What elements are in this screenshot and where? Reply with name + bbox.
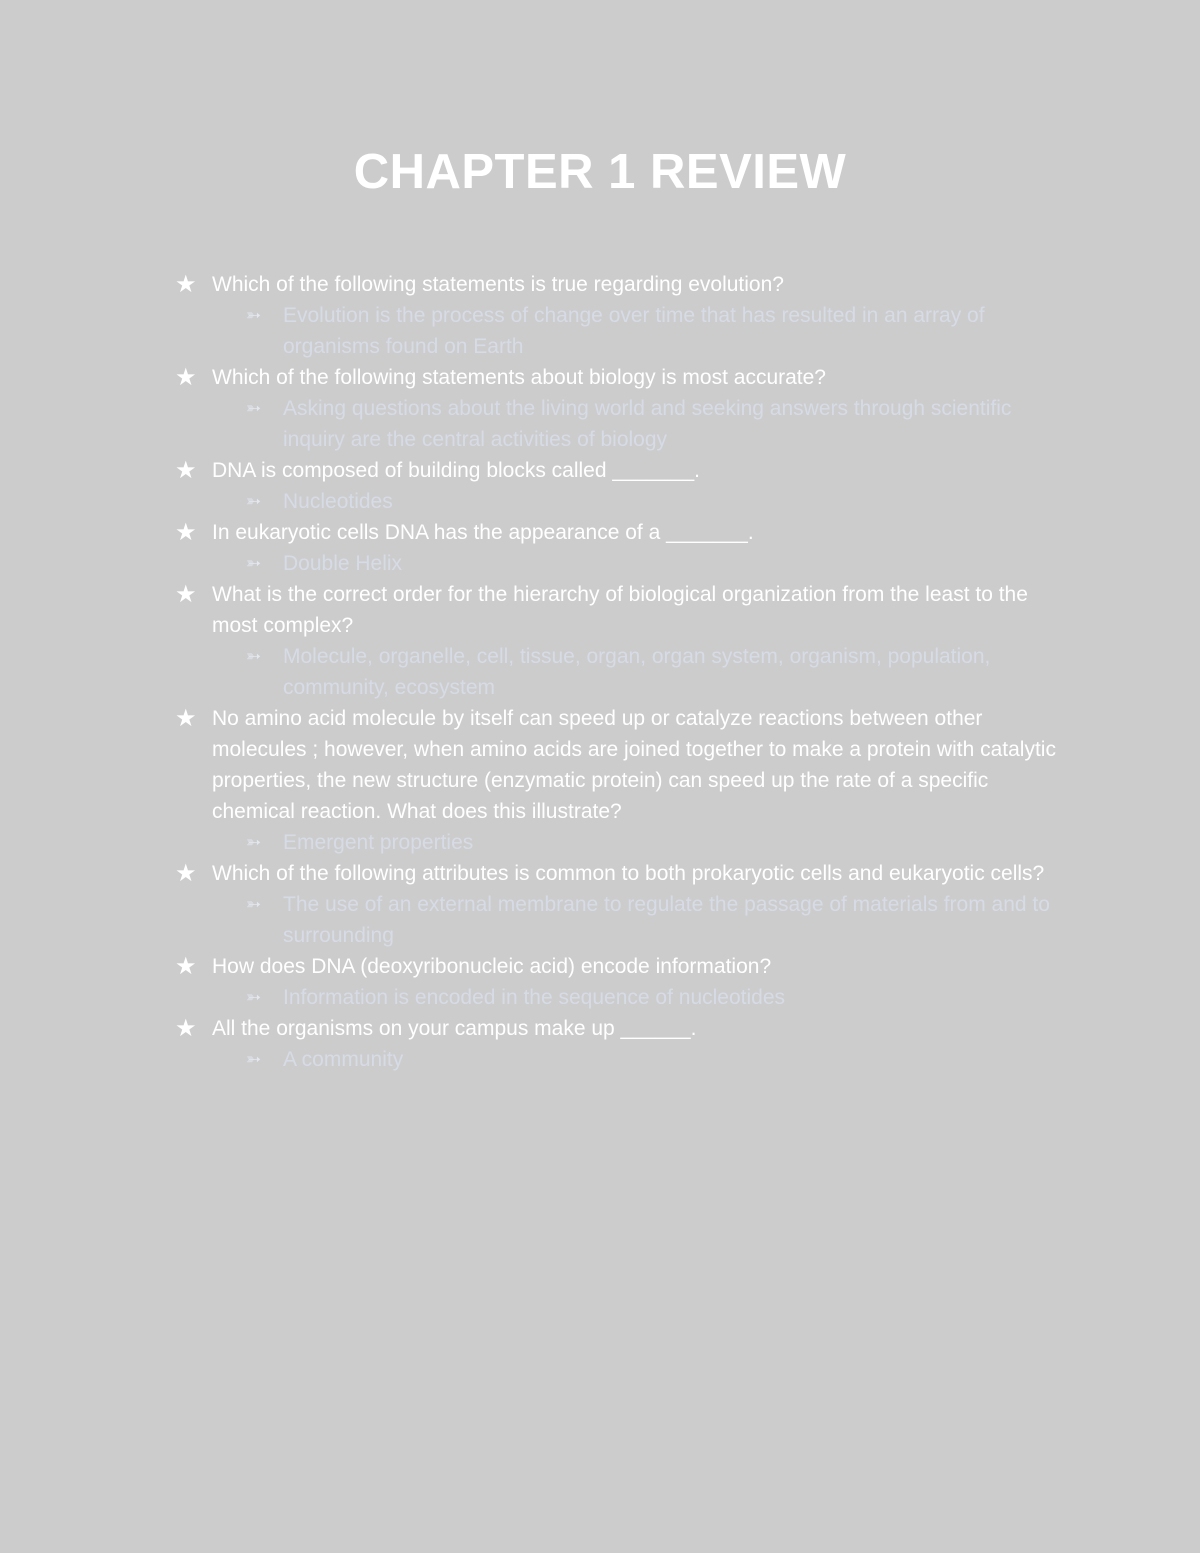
star-icon: ★ [175, 860, 197, 887]
answer-text: Molecule, organelle, cell, tissue, organ, organ system, organism, population, community, ecosystem [283, 645, 991, 699]
answer-row [0, 982, 1063, 1013]
list-item [0, 703, 1200, 858]
question-row [0, 517, 1062, 548]
star-icon: ★ [175, 519, 197, 546]
question-text: All the organisms on your campus make up ______. [212, 1017, 697, 1040]
answer-text: Emergent properties [283, 831, 474, 854]
answer-row [0, 641, 1063, 703]
arrow-icon: ➳ [246, 305, 262, 325]
list-item [0, 269, 1200, 362]
question-text: What is the correct order for the hierarchy of biological organization from the least to the most complex? [212, 583, 1028, 637]
list-item [0, 858, 1200, 951]
star-icon: ★ [175, 271, 197, 298]
arrow-icon: ➳ [246, 553, 262, 573]
list-item [0, 362, 1200, 455]
arrow-icon: ➳ [246, 1049, 262, 1069]
question-text: Which of the following statements about biology is most accurate? [212, 366, 826, 389]
question-text: In eukaryotic cells DNA has the appearance of a _______. [212, 521, 754, 544]
answer-row [0, 300, 1063, 362]
question-row [0, 951, 1062, 982]
list-item [0, 579, 1200, 703]
answer-row [0, 827, 1063, 858]
arrow-icon: ➳ [246, 894, 262, 914]
question-text: Which of the following statements is true regarding evolution? [212, 273, 784, 296]
answer-text: Double Helix [283, 552, 403, 575]
question-row [0, 858, 1062, 889]
arrow-icon: ➳ [246, 987, 262, 1007]
star-icon: ★ [175, 953, 197, 980]
page-title: CHAPTER 1 REVIEW [353, 145, 847, 199]
question-text: Which of the following attributes is common to both prokaryotic cells and eukaryotic cells? [212, 862, 1045, 885]
star-icon: ★ [175, 1015, 197, 1042]
answer-row [0, 1044, 1063, 1075]
answer-text: Asking questions about the living world and seeking answers through scientific inquiry are the central activities of biology [283, 397, 1012, 451]
answer-text: The use of an external membrane to regulate the passage of materials from and to surrounding [283, 893, 1050, 947]
arrow-icon: ➳ [246, 646, 262, 666]
list-item [0, 951, 1200, 1013]
arrow-icon: ➳ [246, 491, 262, 511]
question-text: How does DNA (deoxyribonucleic acid) encode information? [212, 955, 772, 978]
list-item [0, 455, 1200, 517]
arrow-icon: ➳ [246, 398, 262, 418]
arrow-icon: ➳ [246, 832, 262, 852]
star-icon: ★ [175, 364, 197, 391]
answer-row [0, 889, 1063, 951]
list-item [0, 1013, 1200, 1075]
answer-row [0, 548, 1063, 579]
answer-row [0, 486, 1063, 517]
question-text: No amino acid molecule by itself can speed up or catalyze reactions between other molecules ; however, when amino acids are joined together to make a protein with catalytic properties, the new structure (enzymatic protein) can speed up the rate of a specific chemical reaction. What does this illustrate? [212, 707, 1056, 823]
answer-text: A community [283, 1048, 404, 1071]
question-row [0, 455, 1062, 486]
question-row [0, 362, 1062, 393]
question-row [0, 703, 1062, 827]
question-text: DNA is composed of building blocks called _______. [212, 459, 700, 482]
star-icon: ★ [175, 705, 197, 732]
answer-row [0, 393, 1063, 455]
answer-text: Evolution is the process of change over time that has resulted in an array of organisms found on Earth [283, 304, 985, 358]
star-icon: ★ [175, 581, 197, 608]
star-icon: ★ [175, 457, 197, 484]
question-row [0, 269, 1062, 300]
question-row [0, 579, 1062, 641]
list-item [0, 517, 1200, 579]
answer-text: Nucleotides [283, 490, 393, 513]
review-list [0, 269, 1200, 1075]
answer-text: Information is encoded in the sequence of nucleotides [283, 986, 786, 1009]
question-row [0, 1013, 1062, 1044]
